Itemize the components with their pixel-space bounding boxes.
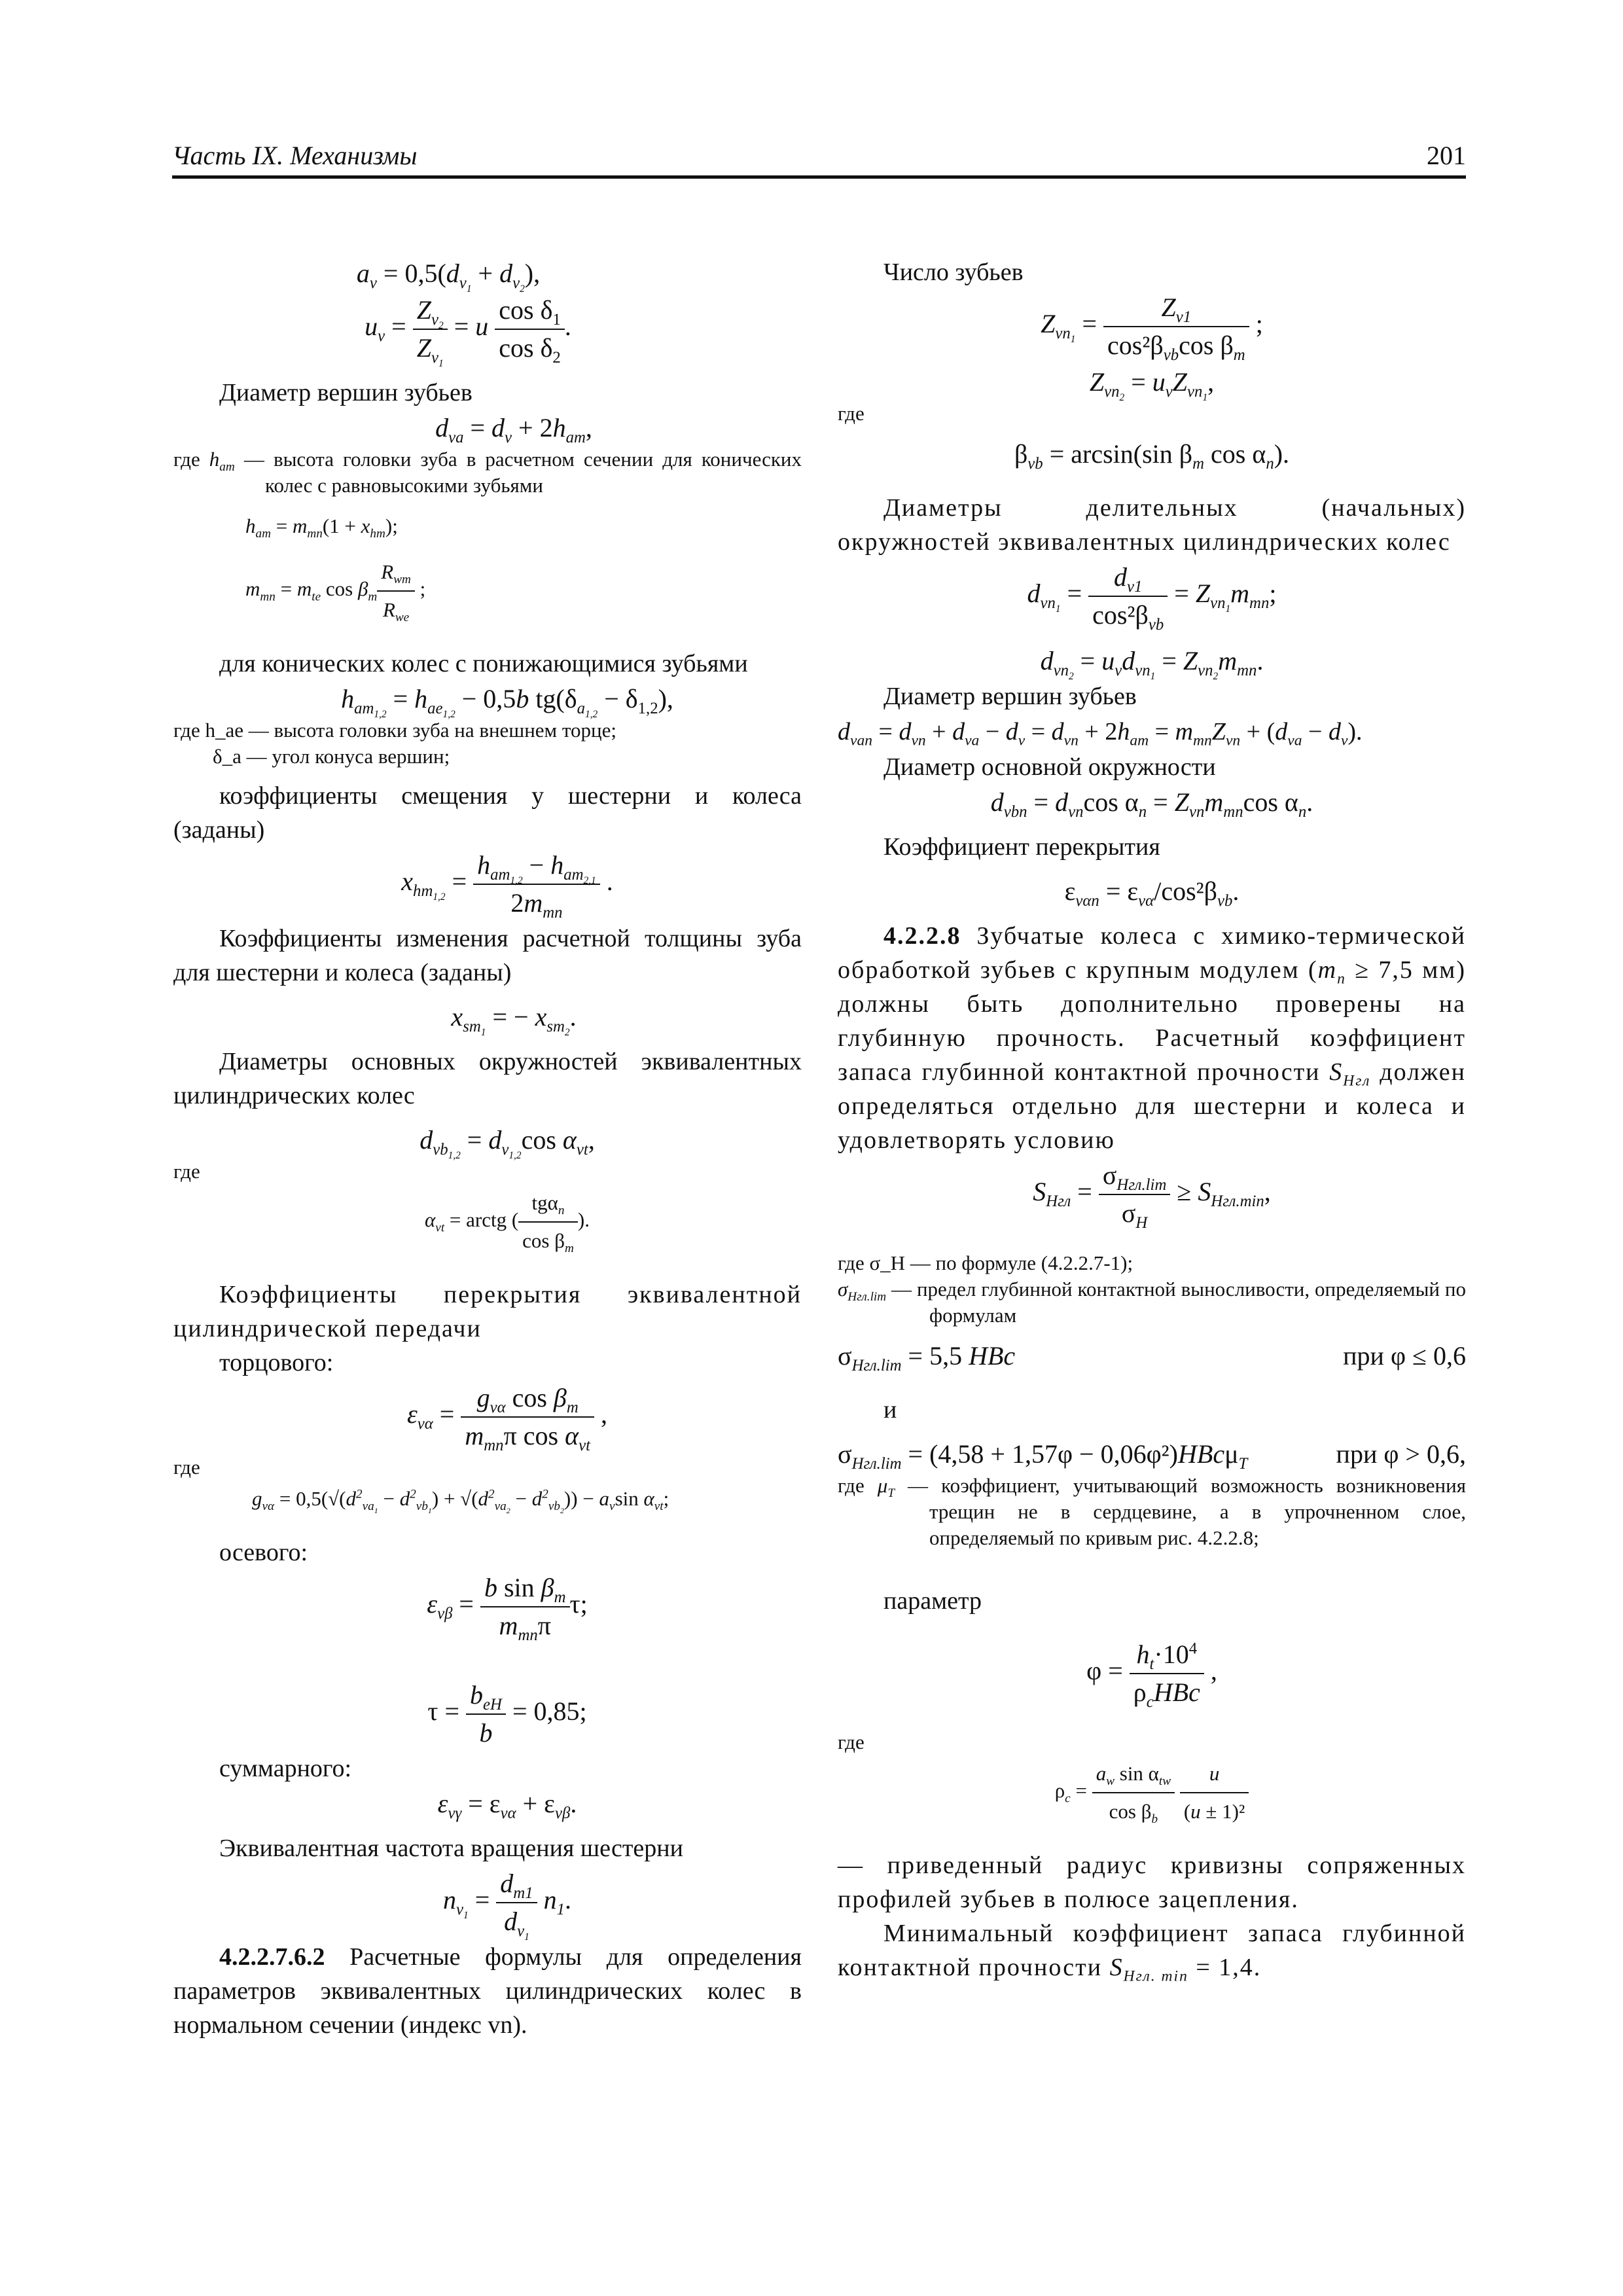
formula-dva: $d_{va} = d_v + 2h_{am}$, [435,413,592,446]
formula-zvn2: $Z_{vn_2} = u_vZ_{vn_1}$, [1089,367,1215,403]
where-label-r1: где [838,402,865,425]
formula-gva: $g_{v\alpha} = 0,5(√(d^2_{va_1} - d^2_{vb_1}) + √(d^2_{va_2} - d^2_{vb_2})) - a_v\sin$ $\alpha_{vt}$; [252,1487,669,1516]
formula-evan: $\varepsilon_{v\alpha n} = \varepsilon_{v\alpha}/\cos^2\beta_{vb}$. [1064,876,1240,910]
text-face: торцового: [219,1349,334,1376]
formula-rho: $\rho_c$ = $\frac{a_w \sin \alpha_{tw}}{\cos \beta_b}$ $\frac{u}{\text{(u ± 1)²}}$ [838,1755,1466,1830]
text-teeth-number: Число зубьев [883,259,1024,286]
formula-phi: φ = $\frac{h_t\cdot 10^4}{\rho_cHBc}$ , [838,1636,1466,1711]
text-overlap-r: Коэффициент перекрытия [883,833,1160,861]
text-base-circle: Диаметр основной окружности [883,753,1216,781]
where-sigma-h: где σ_H — по формуле (4.2.2.7-1); [838,1251,1133,1274]
section-4-2-2-8: 4.2.2.8 Зубчатые колеса с химико-термической обработкой зубьев с крупным модулем ($m_n \ge 7,5$ мм) должны быть дополнительно проверены на глубинную прочность. Расчетный коэффициент запаса глубинной контактной прочности $S_{Hгл}$ должен определяться отдельно для шестерни и колеса и удовлетворять условию [838,922,1466,1154]
formula-av: $a_v = 0,5(d_{v_1} + d_{v_2})$, [356,259,541,295]
formula-xhm: $x_{hm_{1,2}}$ = $\frac{h_{am_{1,2}} - h_{am_{2,1}}}{2m_{mn}}$ . [173,847,802,922]
where-ham: где $h_{am}$ — высота головки зуба в расчетном сечении для конических колес с равновысокими зубьями [173,448,802,497]
text-min-coeff: Минимальный коэффициент запаса глубинной контактной прочности $S_{Hгл. min} = 1,4$. [838,1920,1466,1985]
text-tip-diameter: Диаметр вершин зубьев [219,379,473,406]
text-reduced-radius: — приведенный радиус кривизны сопряженных профилей зубьев в полюсе зацепления. [838,1852,1466,1913]
where-label-r2: где [838,1731,865,1753]
formula-eva: $\varepsilon_{v\alpha}$ = $\frac{g_{v\alpha} \cos \beta_m}{m_{mn}\pi \cos \alpha_{vt}}$ , [173,1380,802,1454]
text-reducing-teeth: для конических колес с понижающимися зубьями [219,650,748,677]
formula-ham12: $h_{am_{1,2}} = h_{ae_{1,2}} - 0,5b$ $tg(\delta_{a_{1,2}} - \delta_{1,2})$, [341,684,673,720]
text-axial: осевого: [219,1539,308,1566]
where-hae: где h_ae — высота головки зуба на внешнем торце; [173,719,617,742]
where-label-1: где [173,1160,200,1183]
where-sigma-lim: $\sigma_{Hгл.lim}$ — предел глубинной контактной выносливости, определяемый по формулам [838,1278,1467,1327]
formula-evb: $\varepsilon_{v\beta}$ = $\frac{b \sin \beta_m}{m_{mn}\pi}$ τ; [173,1570,802,1644]
text-speed: Эквивалентная частота вращения шестерни [219,1835,683,1862]
header-rule [172,175,1466,179]
formula-dvbn: $d_{vbn} = d_{vn}\cos$ $\alpha_n = Z_{vn}m_{mn}\cos$ $\alpha_n$. [990,787,1313,821]
left-column [173,255,802,2042]
text-thickness-coeff: Коэффициенты изменения расчетной толщины зуба для шестерни и колеса (заданы) [173,925,802,986]
formula-shgl: $S_{Hгл}$ = $\frac{\sigma_{Hгл.lim}}{\sigma_H}$ ≥ $S_{Hгл.min}$, [838,1157,1466,1232]
formula-zvn1: $Z_{vn_1}$ = $\frac{Z_{v1}}{\cos^2\beta_{vb}\cos \beta_m}$ ; [838,289,1466,364]
formula-dvb: $d_{vb_{1,2}} = d_{v_{1,2}}\cos$ $\alpha_{vt}$, [419,1125,595,1161]
text-pitch-diameters: Диаметры делительных (начальных) окружностей эквивалентных цилиндрических колес [838,494,1466,556]
where-delta-a: δ_a — угол конуса вершин; [213,745,450,768]
formula-evg: $\varepsilon_{v\gamma} = \varepsilon_{v\alpha} + \varepsilon_{v\beta}$. [437,1789,577,1822]
formula-dvan: $d_{van} = d_{vn} + d_{va} - d_v = d_{vn} + 2h_{am} = m_{mn}Z_{vn} + (d_{va} - d_v)$. [838,718,1363,749]
text-tip-diameter-r: Диаметр вершин зубьев [883,683,1137,710]
running-header-title: Часть IX. Механизмы [172,141,418,170]
where-mu: где $\mu_T$ — коэффициент, учитывающий возможность возникновения трещин не в сердцевине, а в упрочненном слое, определяемый по кривым рис. 4.2.2.8; [838,1474,1466,1549]
right-column [838,255,1466,1984]
formula-dvn2: $d_{vn_2} = u_vd_{vn_1} = Z_{vn_2}m_{mn}$. [1040,646,1264,682]
formula-ham: $h_{am} = m_{mn}(1 + x_{hm})$; [245,514,398,541]
text-base-diameters: Диаметры основных окружностей эквивалентных цилиндрических колес [173,1048,802,1109]
formula-avt: $\alpha_{vt}$ = arctg ( $\frac{tg\alpha_n}{\cos \beta_m}$ ). [173,1185,802,1259]
formula-bvb: $\beta_{vb} = \arcsin(\sin$ $\beta_m$ $\cos \alpha_n$). [1014,439,1290,473]
formula-tau: τ = $\frac{b_{eH}}{b}$ = 0,85; [173,1677,802,1751]
text-total: суммарного: [219,1755,352,1782]
section-4-2-2-7-6-2: 4.2.2.7.6.2 Расчетные формулы для определения параметров эквивалентных цилиндрических колес в нормальном сечении (индекс vn). [173,1943,802,2039]
formula-xsm: $x_{sm_1}$ = − $x_{sm_2}$. [451,1002,577,1038]
text-shift-coeff: коэффициенты смещения у шестерни и колеса (заданы) [173,782,802,844]
formula-uv: $u_v$ = $\frac{Z_{v_2}}{Z_{v_1}}$ = u $\frac{\cos \delta_1}{\cos \delta_2}$ . [173,292,802,367]
text-overlap-coeff: Коэффициенты перекрытия эквивалентной цилиндрической передачи [173,1281,802,1342]
text-and: и [883,1396,897,1424]
formula-dvn1: $d_{vn_1}$ = $\frac{d_{v1}}{\cos^2\beta_{vb}}$ = $Z_{vn_1}m_{mn}$; [838,559,1466,634]
formula-nv1: $n_{v_1}$ = $\frac{d_{m1}}{d_{v_1}}$ $n_1$. [173,1865,802,1940]
where-label-2: где [173,1456,200,1479]
page-number: 201 [1427,141,1466,170]
formula-slim2-row: $\sigma_{Hгл.lim} = (4,58 + 1,57\varphi - 0,06\varphi^2)HBc\mu_T$ при φ > 0,6, [838,1439,1466,1473]
formula-slim1-row: $\sigma_{Hгл.lim} = 5,5$ HBc при φ ≤ 0,6 [838,1341,1466,1374]
formula-mmn: $m_{mn} = m_{te}$ $\cos \beta_m$ $\frac{R_{wm}}{R_{we}}$ ; [173,554,802,628]
text-param: параметр [883,1587,982,1615]
